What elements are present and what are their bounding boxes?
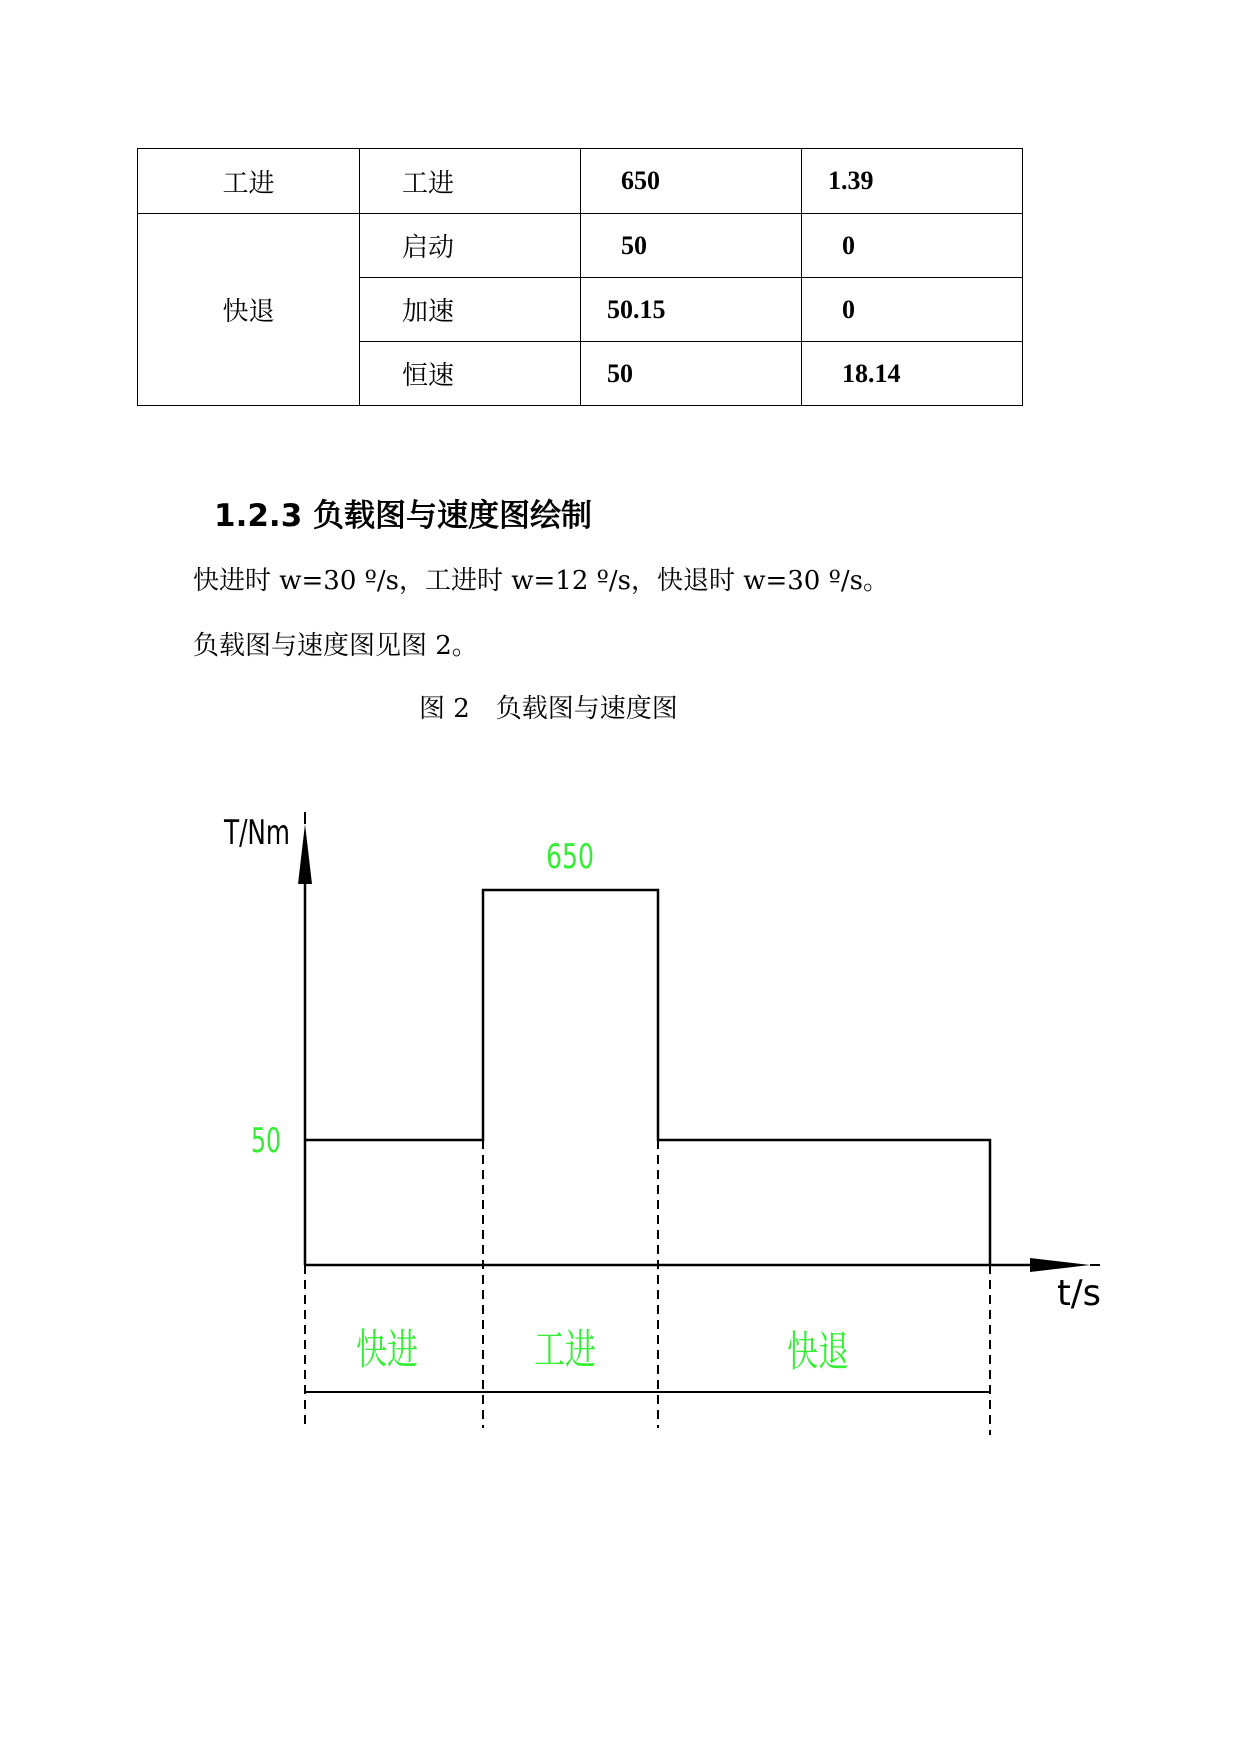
phase-label-fast-forward: 快进: [356, 1325, 418, 1374]
table-cell: 启动: [360, 214, 581, 278]
table-cell: 50.15: [581, 278, 802, 342]
table-cell: 恒速: [360, 342, 581, 406]
section-heading: 1.2.3 负载图与速度图绘制: [214, 498, 593, 534]
table-cell: 50: [581, 342, 802, 406]
table-cell: 50: [581, 214, 802, 278]
value-high-label: 650: [546, 837, 594, 877]
table-cell: 工进: [138, 149, 360, 214]
table-cell: 工进: [360, 149, 581, 214]
value-low-label: 50: [251, 1121, 281, 1161]
table-cell: 快退: [138, 214, 360, 406]
table-cell: 18.14: [802, 342, 1023, 406]
load-curve: [305, 890, 990, 1265]
y-axis-label: T/Nm: [223, 813, 290, 853]
reference-paragraph: 负载图与速度图见图 2。: [193, 631, 478, 661]
table-cell: 加速: [360, 278, 581, 342]
phase-label-fast-return: 快退: [787, 1327, 849, 1376]
figure-caption: 图 2 负载图与速度图: [419, 694, 678, 724]
table-cell: 0: [802, 214, 1023, 278]
table-cell: 1.39: [802, 149, 1023, 214]
y-axis-arrow-icon: [298, 824, 312, 884]
x-axis-label: t/s: [1057, 1273, 1101, 1314]
speed-paragraph: 快进时 w=30 º/s，工进时 w=12 º/s，快退时 w=30 º/s。: [193, 566, 889, 596]
table-cell: 0: [802, 278, 1023, 342]
phase-label-work-feed: 工进: [534, 1325, 596, 1374]
table-cell: 650: [581, 149, 802, 214]
x-axis-arrow-icon: [1030, 1258, 1090, 1272]
